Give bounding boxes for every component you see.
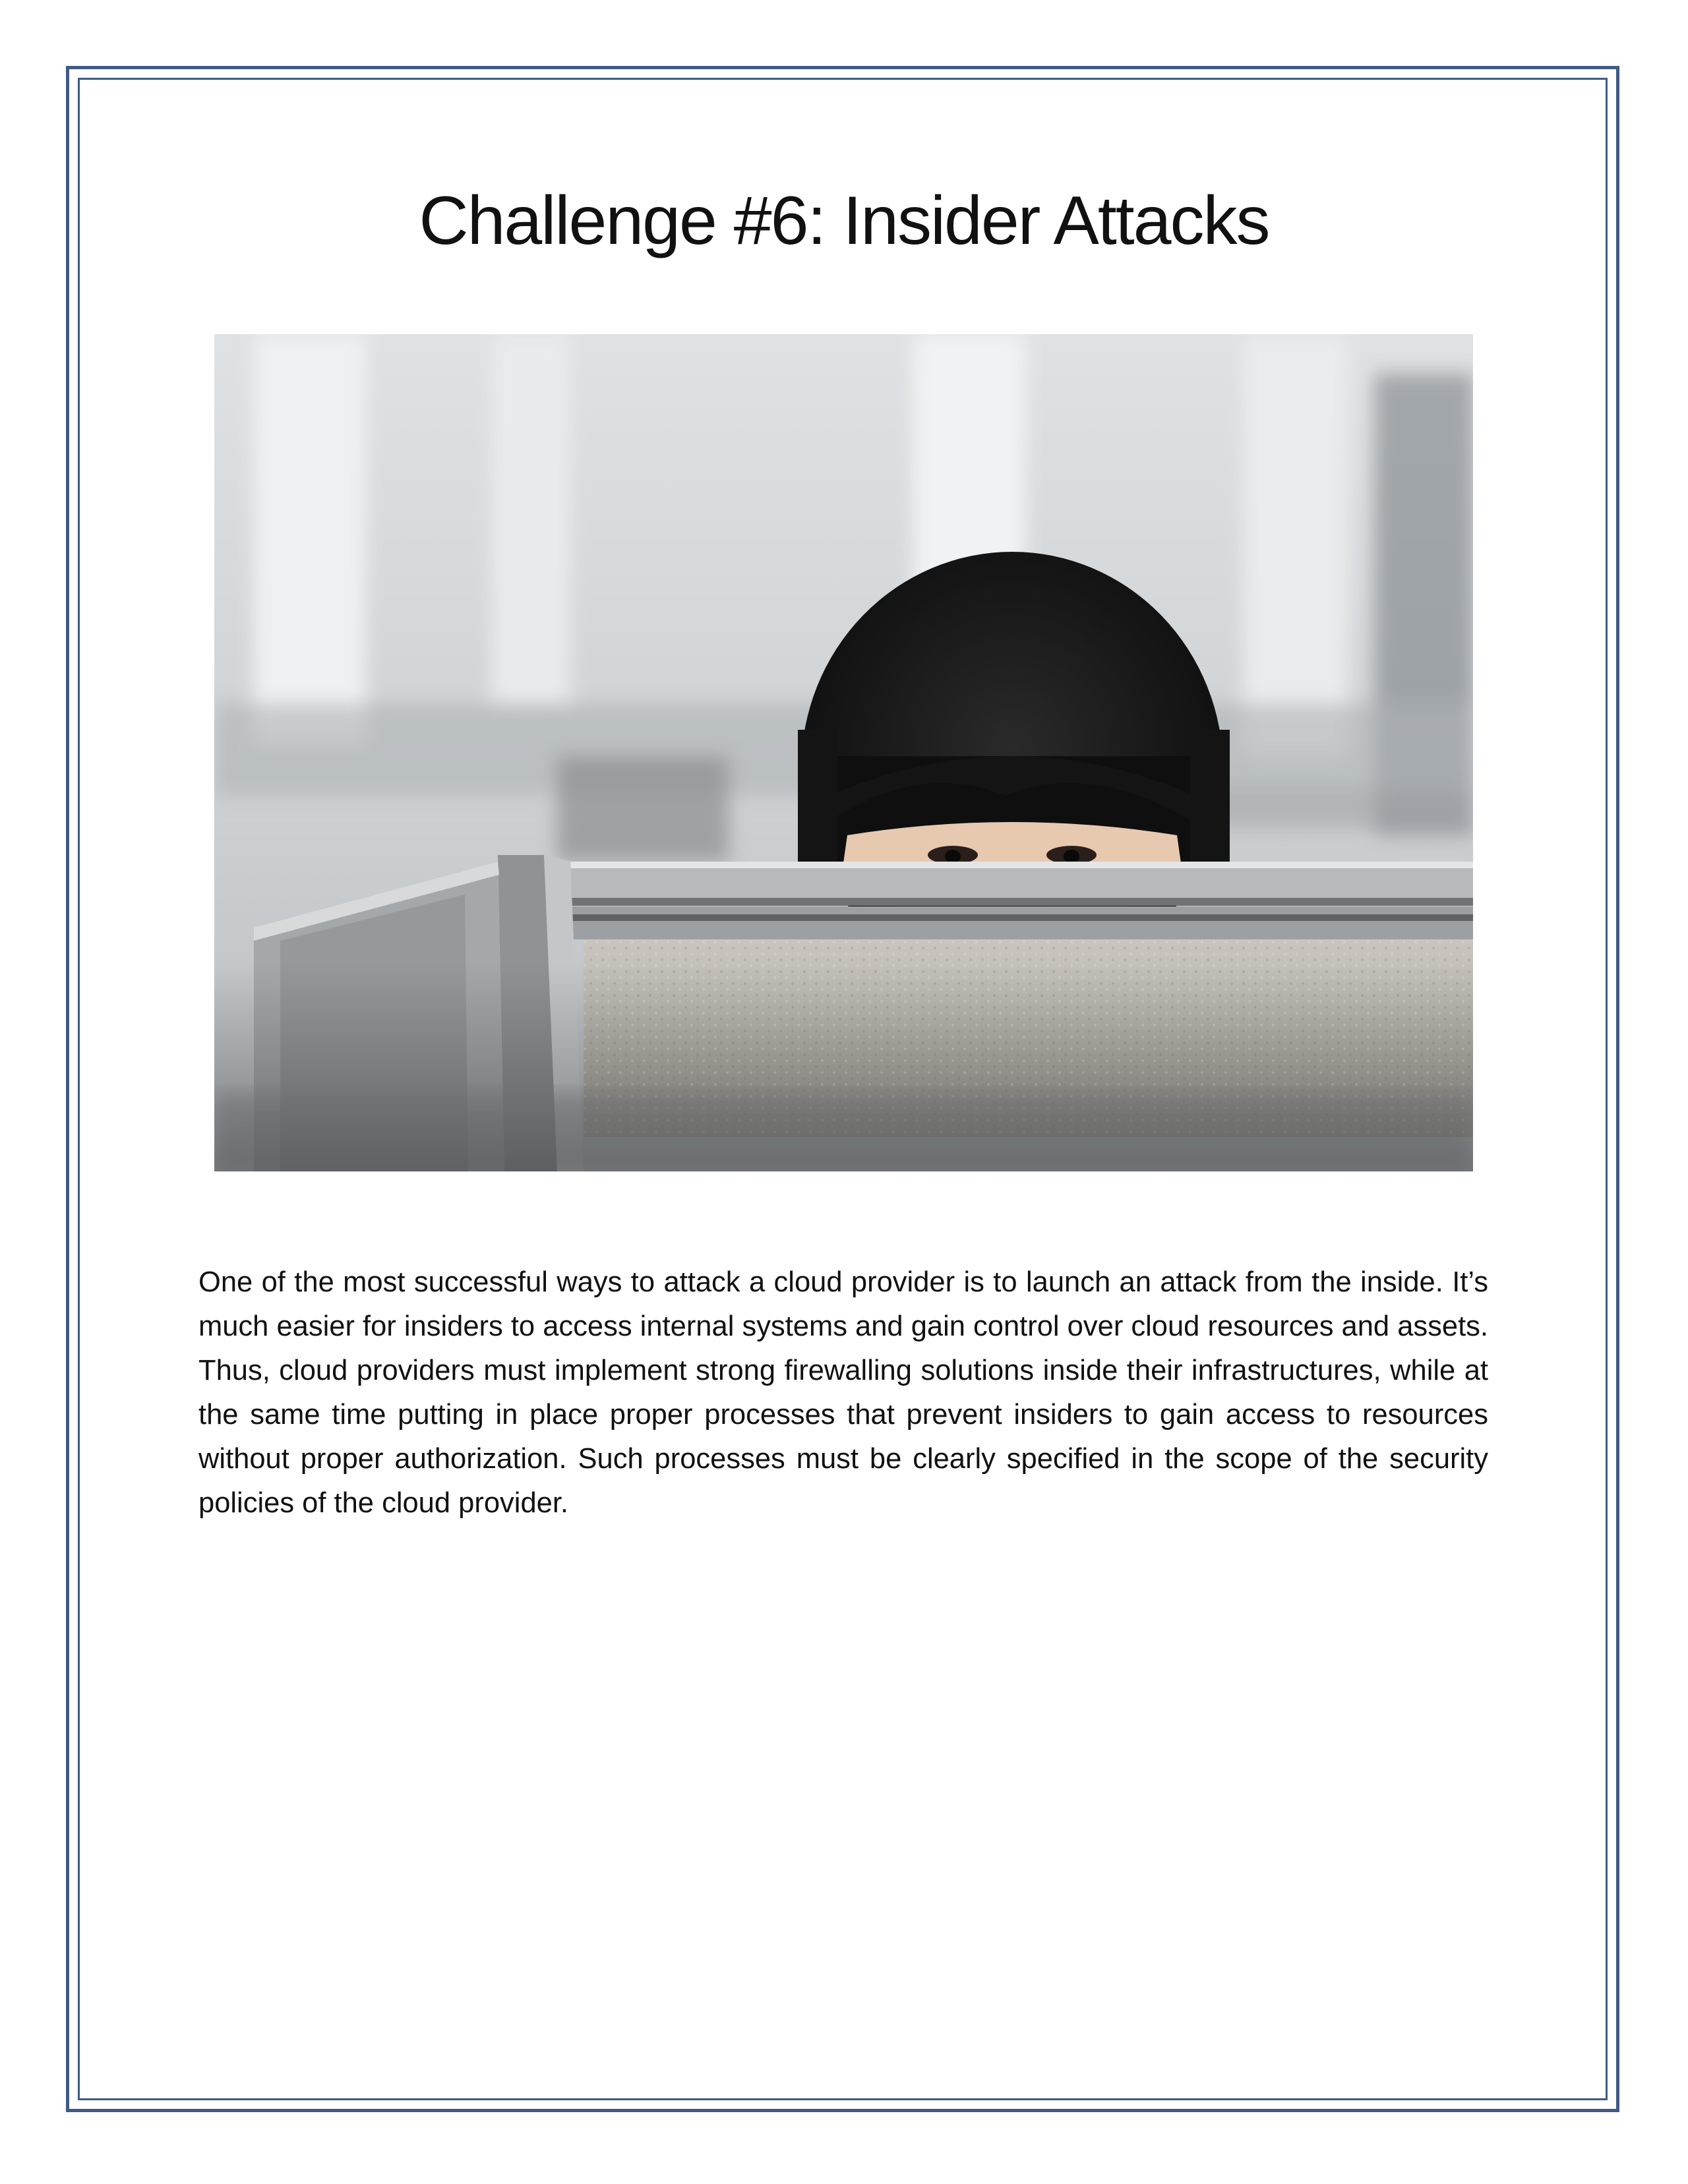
page-title: Challenge #6: Insider Attacks <box>419 183 1269 259</box>
insider-photo-illustration <box>214 334 1473 1171</box>
body-paragraph: One of the most successful ways to attack a cloud provider is to launch an attack from the inside. It’s much easier for insiders to access internal systems and gain control over cloud resources and assets. Thus, cloud providers must implement strong firewalling solutions inside their infrastructures, while at the same time putting in place proper processes that prevent insiders to gain access to resources without proper authorization. Such processes must be clearly specified in the scope of the security policies of the cloud provider. <box>198 1266 1489 1519</box>
insider-photo <box>214 334 1473 1171</box>
